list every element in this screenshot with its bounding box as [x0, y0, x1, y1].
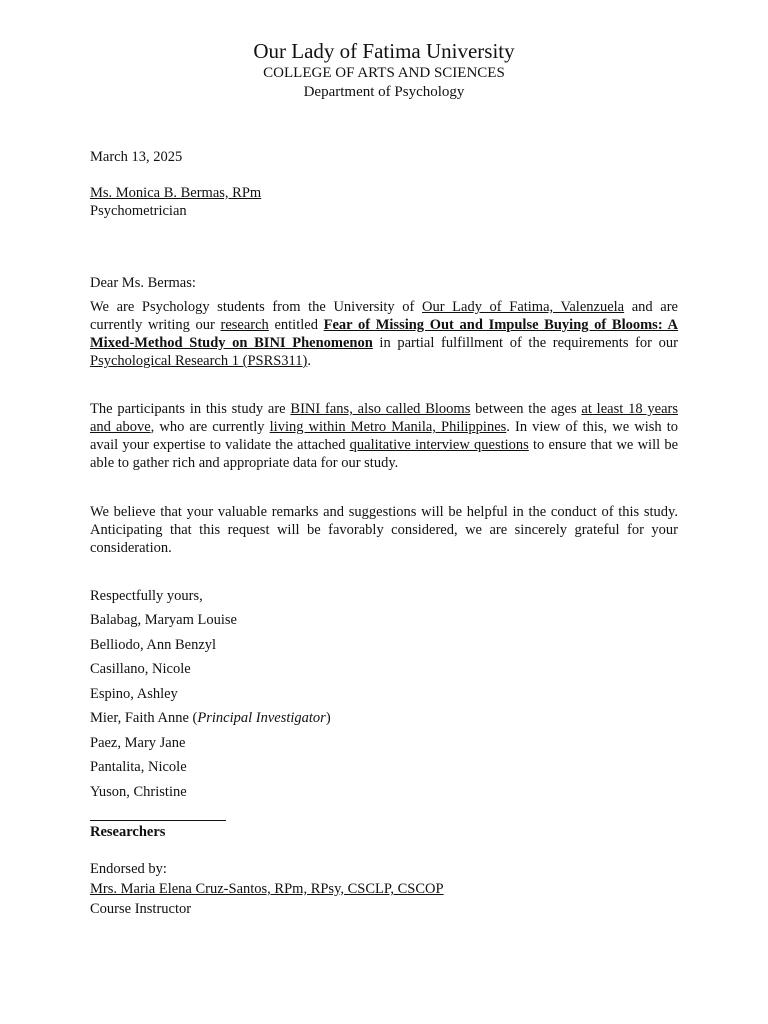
pi-close: ) — [325, 710, 331, 726]
research-word: research — [220, 317, 269, 333]
college-name: COLLEGE OF ARTS AND SCIENCES — [263, 65, 505, 81]
salutation: Dear Ms. Bermas: — [90, 275, 196, 291]
closing-line: Respectfully yours, — [90, 588, 203, 604]
endorsed-label: Endorsed by: — [90, 861, 167, 877]
text: We are Psychology students from the University of — [90, 299, 422, 315]
text: . — [307, 353, 311, 369]
endorser-name: Mrs. Maria Elena Cruz-Santos, RPm, RPsy, CSCLP, CSCOP — [90, 881, 444, 897]
school-name: Our Lady of Fatima, Valenzuela — [421, 299, 625, 315]
researcher-name: Balabag, Maryam Louise — [90, 612, 237, 628]
paragraph-intro — [90, 298, 678, 370]
researchers-label: Researchers — [90, 824, 166, 840]
letterhead — [0, 38, 768, 102]
text: . In view of this, we wish to avail your expertise to validate the attached — [90, 419, 679, 453]
text: , who are currently — [150, 419, 270, 435]
course-name: Psychological Research 1 (PSRS311) — [90, 353, 308, 369]
university-name: Our Lady of Fatima University — [253, 39, 515, 63]
researcher-pi — [90, 709, 331, 734]
study-title: Fear of Missing Out and Impulse Buying of Blooms: A Mixed-Method Study on BINI Phenomenon — [90, 317, 678, 351]
recipient-name: Ms. Monica B. Bermas, RPm — [90, 185, 262, 201]
department-name: Department of Psychology — [303, 84, 465, 100]
researcher-name: Belliodo, Ann Benzyl — [90, 636, 217, 653]
recipient-title: Psychometrician — [90, 203, 187, 219]
text: between the ages — [470, 401, 582, 417]
endorser-title: Course Instructor — [90, 901, 192, 917]
text: and are currently writing our — [90, 299, 678, 333]
researcher-name: Yuson, Christine — [90, 783, 187, 800]
researcher-name: Espino, Ashley — [90, 685, 178, 702]
text: The participants in this study are — [90, 401, 291, 417]
text: to ensure that we will be able to gather rich and appropriate data for our study. — [90, 437, 679, 471]
researcher-name: Paez, Mary Jane — [90, 734, 186, 751]
pi-role: Principal Investigator — [197, 710, 326, 726]
text: in partial fulfillment of the requirements for our — [372, 335, 678, 351]
age-range: at least 18 years and above — [90, 401, 678, 435]
researcher-name: Casillano, Nicole — [90, 661, 191, 677]
text: entitled — [268, 317, 324, 333]
researcher-name: Pantalita, Nicole — [90, 759, 187, 775]
signature-line — [90, 820, 226, 821]
paragraph-participants — [90, 400, 678, 472]
location-desc: living within Metro Manila, Philippines — [269, 419, 507, 435]
researcher-list — [90, 611, 331, 807]
paragraph-closing: We believe that your valuable remarks and suggestions will be helpful in the conduct of this study. Anticipating that this request will be favorably considered, we are sincerely grateful for your consideration. — [90, 504, 678, 556]
researcher-name: Mier, Faith Anne ( — [90, 710, 198, 726]
questions-desc: qualitative interview questions — [349, 437, 529, 453]
letter-date: March 13, 2025 — [90, 149, 183, 165]
participants-desc: BINI fans, also called Blooms — [290, 401, 471, 417]
